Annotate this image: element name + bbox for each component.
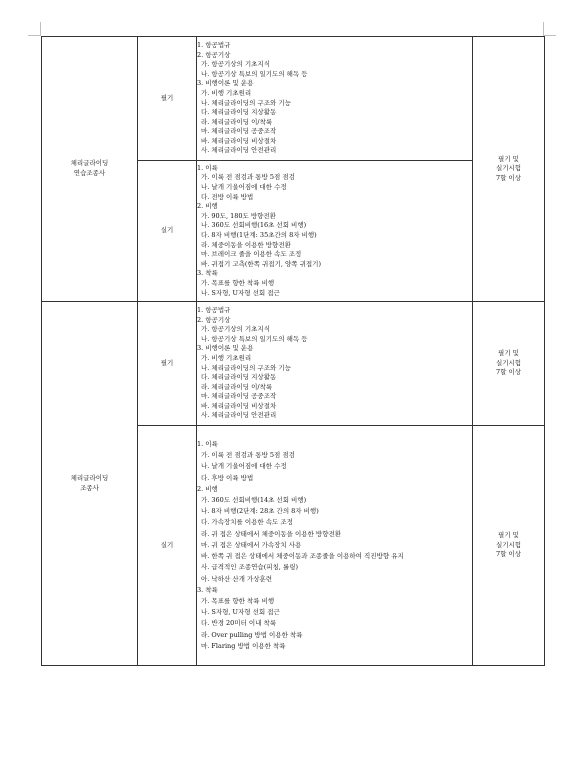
sub-item: 가. 비행 기초원리	[201, 88, 252, 97]
section-item: 2. 항공기상	[197, 315, 231, 324]
license-name-line: 조종사	[80, 483, 99, 492]
sub-item: 다. 후방 이륙 방법	[201, 473, 254, 482]
sub-item: 나. 날개 기울어짐에 대한 수정	[201, 183, 287, 192]
pass-criteria-line: 7할 이상	[495, 550, 522, 559]
exam-criteria-table	[41, 36, 545, 666]
sub-item: 마. 체리글라이딩 공중조작	[201, 127, 277, 136]
section-item: 3. 비행이론 및 운용	[197, 79, 254, 88]
sub-item: 라. 귀 접은 상태에서 체중이동을 이용한 방향전환	[201, 529, 342, 538]
table-row	[42, 37, 545, 161]
sub-item: 가. 목표를 향한 착륙 비행	[201, 278, 275, 287]
crop-mark-top-right	[543, 22, 544, 36]
exam-type-label: 필기	[160, 358, 174, 367]
sub-item: 가. 이륙 전 점검과 통방 5점 점검	[201, 451, 295, 460]
sub-item: 라. 체리글라이딩 이/착륙	[201, 117, 273, 126]
exam-items-list	[197, 41, 472, 156]
pass-criteria-line: 필기 및	[498, 154, 519, 163]
exam-items-cell	[197, 161, 473, 302]
exam-items-list	[197, 306, 472, 421]
sub-item: 나. 360도 선회비행(16초 선회 비행)	[201, 221, 307, 230]
sub-item: 마. Flaring 방법 이용한 착륙	[201, 641, 286, 650]
sub-item: 나. 8자 비행(2단계: 28초 간의 8자 비행)	[201, 507, 319, 516]
sub-item: 바. 체리글라이딩 비상절차	[201, 136, 277, 145]
sub-item: 나. S자형, U자형 선회 접근	[201, 608, 280, 617]
sub-item: 라. Over pulling 방법 이용한 착륙	[201, 630, 303, 639]
pass-criteria-line: 7할 이상	[495, 173, 522, 182]
sub-item: 나. 항공기상 특보의 일기도의 해독 등	[201, 334, 308, 343]
sub-item: 다. 가속장치를 이용한 속도 조정	[201, 518, 293, 527]
table-row	[42, 302, 545, 426]
crop-mark-top-right-horizontal	[544, 35, 556, 36]
sub-item: 다. 전방 이륙 방법	[201, 192, 254, 201]
section-item: 2. 비행	[197, 202, 218, 211]
sub-item: 나. 항공기상 특보의 일기도의 해독 등	[201, 69, 308, 78]
sub-item: 나. 날개 기울어짐에 대한 수정	[201, 462, 287, 471]
license-name-line: 체리글라이딩	[70, 159, 109, 168]
pass-criteria-line: 필기 및	[498, 531, 519, 540]
sub-item: 다. 8자 비행(1단계: 35초간의 8자 비행)	[201, 231, 317, 239]
sub-item: 가. 항공기상의 기초지식	[201, 60, 270, 69]
sub-item: 사. 체리글라이딩 안전관리	[201, 146, 277, 155]
pass-criteria-line: 7할 이상	[495, 368, 522, 377]
sub-item: 라. 체리글라이딩 이/착륙	[201, 382, 273, 391]
exam-type-cell	[138, 37, 197, 161]
sub-item: 다. 반경 20미터 이내 착륙	[201, 619, 277, 628]
pass-criteria-cell	[473, 37, 545, 302]
sub-item: 마. 체리글라이딩 공중조작	[201, 392, 277, 401]
exam-type-label: 실기	[160, 540, 174, 549]
sub-item: 사. 급격적인 조종연습(피칭, 롤링)	[201, 563, 299, 572]
section-item: 1. 항공법규	[197, 305, 231, 314]
sub-item: 마. 브레이크 줄을 이용한 속도 조정	[201, 250, 302, 259]
exam-items-cell	[197, 426, 473, 666]
sub-item: 가. 항공기상의 기초지식	[201, 325, 270, 334]
pass-criteria-line: 필기 및	[498, 349, 519, 358]
section-item: 1. 이륙	[197, 163, 218, 172]
sub-item: 바. 귀접기 고측(한쪽 귀접기, 양쪽 귀접기)	[201, 259, 321, 268]
sub-item: 나. 체리글라이딩의 구조와 기능	[201, 363, 291, 372]
sub-item: 마. 귀 접은 상태에서 가속장치 사용	[201, 540, 302, 549]
sub-item: 가. 비행 기초원리	[201, 353, 252, 362]
exam-items-cell	[197, 302, 473, 426]
exam-type-label: 필기	[160, 93, 174, 102]
exam-type-cell	[138, 161, 197, 302]
sub-item: 라. 체중이동을 이용한 방향전환	[201, 240, 291, 249]
section-item: 2. 비행	[197, 484, 218, 493]
license-name-cell	[42, 37, 138, 302]
pass-criteria-cell	[473, 426, 545, 666]
section-item: 1. 이륙	[197, 440, 218, 449]
exam-type-label: 실기	[160, 226, 174, 235]
section-item: 3. 착륙	[197, 585, 218, 594]
sub-item: 가. 목표를 향한 착륙 비행	[201, 596, 275, 605]
exam-type-cell	[138, 426, 197, 666]
crop-mark-top-left	[40, 22, 41, 36]
sub-item: 다. 체리글라이딩 지상활동	[201, 373, 277, 382]
exam-items-list	[197, 164, 472, 298]
section-item: 3. 착륙	[197, 269, 218, 278]
pass-criteria-line: 실기시험	[495, 164, 522, 173]
pass-criteria-line: 실기시험	[495, 540, 522, 549]
sub-item: 가. 이륙 전 점검과 통방 5점 점검	[201, 173, 295, 182]
section-item: 3. 비행이론 및 운용	[197, 344, 254, 353]
section-item: 1. 항공법규	[197, 40, 231, 49]
sub-item: 바. 한쪽 귀 접은 상태에서 체중이동과 조종줄을 이용하여 직진방향 유지	[201, 552, 404, 561]
sub-item: 바. 체리글라이딩 비상절차	[201, 401, 277, 410]
section-item: 2. 항공기상	[197, 50, 231, 59]
sub-item: 나. 체리글라이딩의 구조와 기능	[201, 98, 291, 107]
sub-item: 사. 체리글라이딩 안전관리	[201, 411, 277, 420]
license-name-line: 체리글라이딩	[70, 473, 109, 482]
pass-criteria-cell	[473, 302, 545, 426]
exam-type-cell	[138, 302, 197, 426]
sub-item: 다. 체리글라이딩 지상활동	[201, 108, 277, 117]
crop-mark-top-left-horizontal	[28, 35, 40, 36]
sub-item: 가. 90도, 180도 방향전환	[201, 211, 276, 220]
sub-item: 아. 낙하산 산개 가상훈련	[201, 574, 273, 583]
sub-item: 가. 360도 선회비행(14초 선회 비행)	[201, 496, 307, 505]
pass-criteria-line: 실기시험	[495, 358, 522, 367]
sub-item: 나. S자형, U자형 선회 접근	[201, 288, 280, 297]
license-name-line: 연습조종사	[73, 169, 106, 177]
license-name-cell	[42, 302, 138, 666]
exam-items-list	[197, 439, 472, 652]
exam-items-cell	[197, 37, 473, 161]
